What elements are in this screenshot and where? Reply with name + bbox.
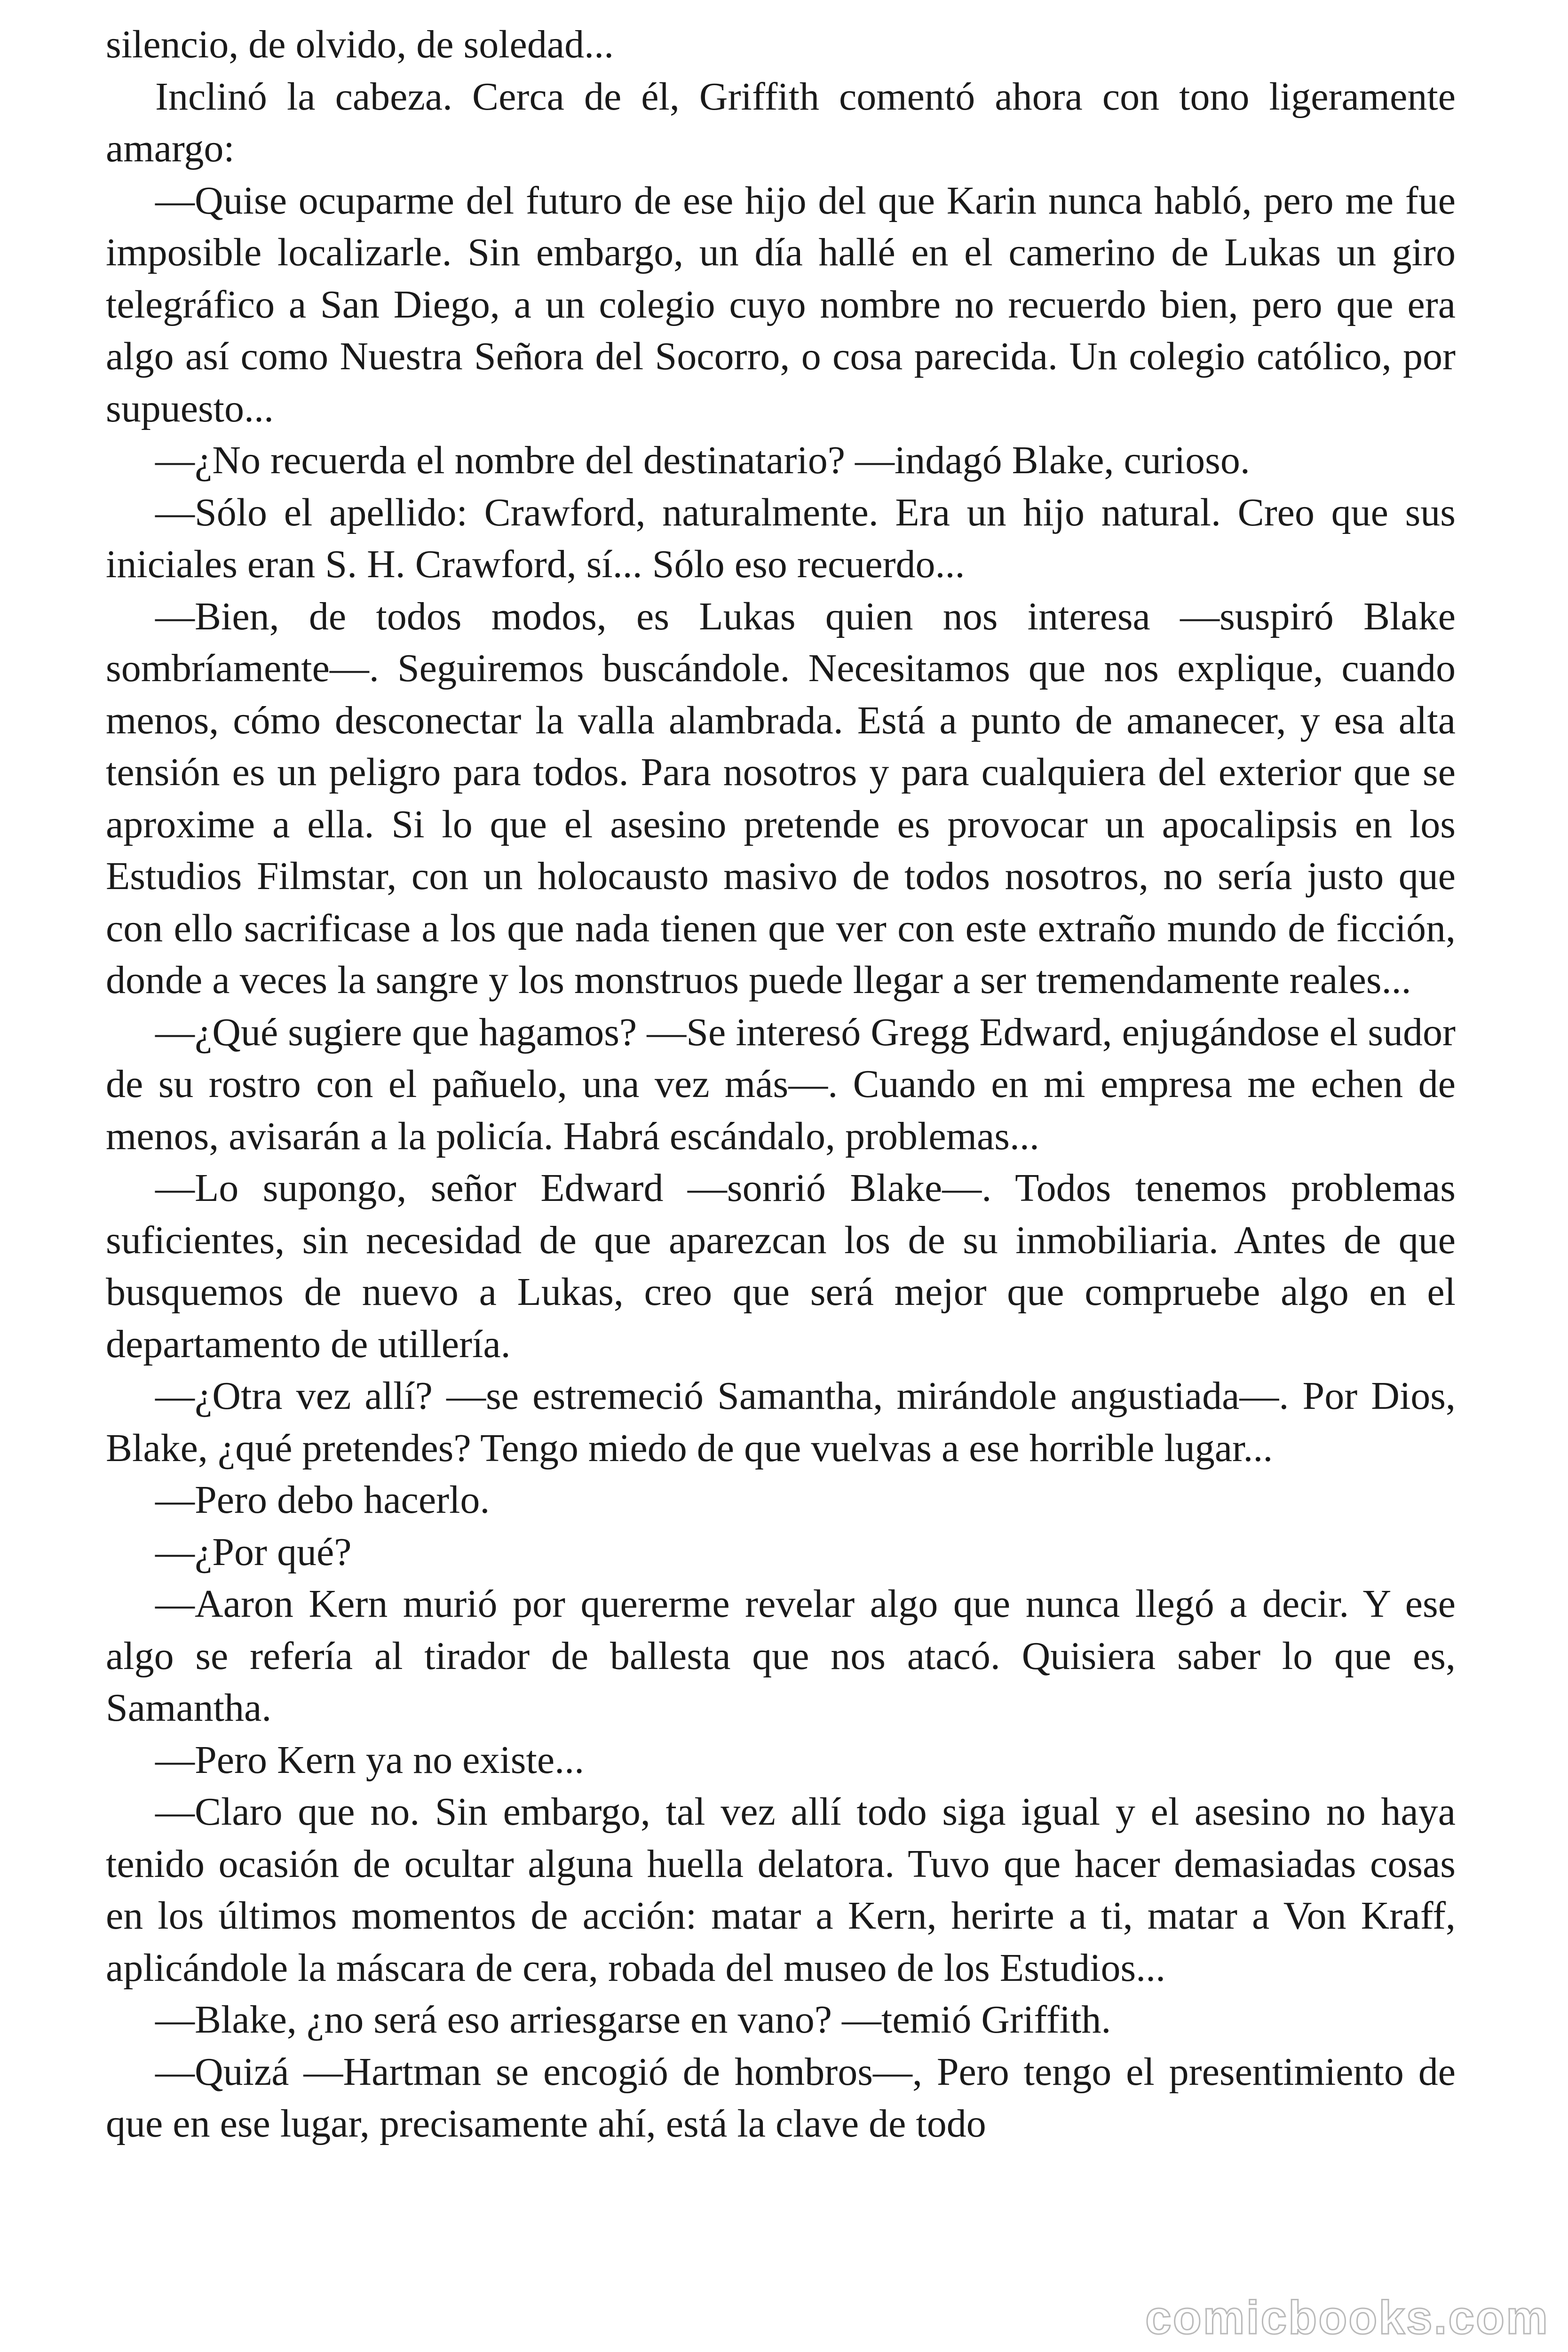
paragraph: —¿Por qué? <box>155 1530 352 1574</box>
paragraph: —Quise ocuparme del futuro de ese hijo del que Karin nunca habló, pero me fue imposible localizarle. Sin embargo, un día hallé en el camerino de Lukas un giro telegráfico a San Diego, a un colegio cuyo nombre no recuerdo bien, pero que era algo así como Nuestra Señora del Socorro, o cosa parecida. Un colegio católico, por supuesto... <box>106 178 1456 430</box>
paragraph: —Bien, de todos modos, es Lukas quien nos interesa —suspiró Blake sombríamente—. Seguiremos buscándole. Necesitamos que nos explique, cuando menos, cómo desconectar la valla alambrada. Está a punto de amanecer, y esa alta tensión es un peligro para todos. Para nosotros y para cualquiera del exterior que se aproxime a ella. Si lo que el asesino pretende es provocar un apocalipsis en los Estudios Filmstar, con un holocausto masivo de todos nosotros, no sería justo que con ello sacrificase a los que nada tienen que ver con este extraño mundo de ficción, donde a veces la sangre y los monstruos puede llegar a ser tremendamente reales... <box>106 594 1456 1002</box>
paragraph: —Blake, ¿no será eso arriesgarse en vano? —temió Griffith. <box>155 1998 1111 2042</box>
paragraph: —Claro que no. Sin embargo, tal vez allí todo siga igual y el asesino no haya tenido ocasión de ocultar alguna huella delatora. Tuvo que hacer demasiadas cosas en los últimos momentos de acción: matar a Kern, herirte a ti, matar a Von Kraff, aplicándole la máscara de cera, robada del museo de los Estudios... <box>106 1790 1456 1990</box>
paragraph: —Quizá —Hartman se encogió de hombros—, Pero tengo el presentimiento de que en ese lugar, precisamente ahí, está la clave de todo <box>106 2050 1456 2145</box>
paragraph: —Aaron Kern murió por quererme revelar algo que nunca llegó a decir. Y ese algo se refería al tirador de ballesta que nos atacó. Quisiera saber lo que es, Samantha. <box>106 1582 1456 1730</box>
paragraph: silencio, de olvido, de soledad... <box>106 23 614 66</box>
paragraph: —¿Otra vez allí? —se estremeció Samantha, mirándole angustiada—. Por Dios, Blake, ¿qué pretendes? Tengo miedo de que vuelvas a ese horrible lugar... <box>106 1374 1456 1470</box>
paragraph: —Lo supongo, señor Edward —sonrió Blake—. Todos tenemos problemas suficientes, sin necesidad de que aparezcan los de su inmobiliaria. Antes de que busquemos de nuevo a Lukas, creo que será mejor que compruebe algo en el departamento de utillería. <box>106 1166 1456 1366</box>
paragraph: —Pero debo hacerlo. <box>155 1478 490 1522</box>
paragraph: —Pero Kern ya no existe... <box>155 1738 585 1782</box>
page-text <box>106 19 1456 2150</box>
paragraph: Inclinó la cabeza. Cerca de él, Griffith comentó ahora con tono ligeramente amargo: <box>106 74 1456 170</box>
paragraph: —¿No recuerda el nombre del destinatario? —indagó Blake, curioso. <box>155 438 1250 482</box>
paragraph: —¿Qué sugiere que hagamos? —Se interesó Gregg Edward, enjugándose el sudor de su rostro con el pañuelo, una vez más—. Cuando en mi empresa me echen de menos, avisarán a la policía. Habrá escándalo, problemas... <box>106 1010 1456 1158</box>
watermark-logo: comicbooks.com <box>1145 2291 1549 2344</box>
paragraph: —Sólo el apellido: Crawford, naturalmente. Era un hijo natural. Creo que sus iniciales eran S. H. Crawford, sí... Sólo eso recuerdo... <box>106 490 1456 586</box>
